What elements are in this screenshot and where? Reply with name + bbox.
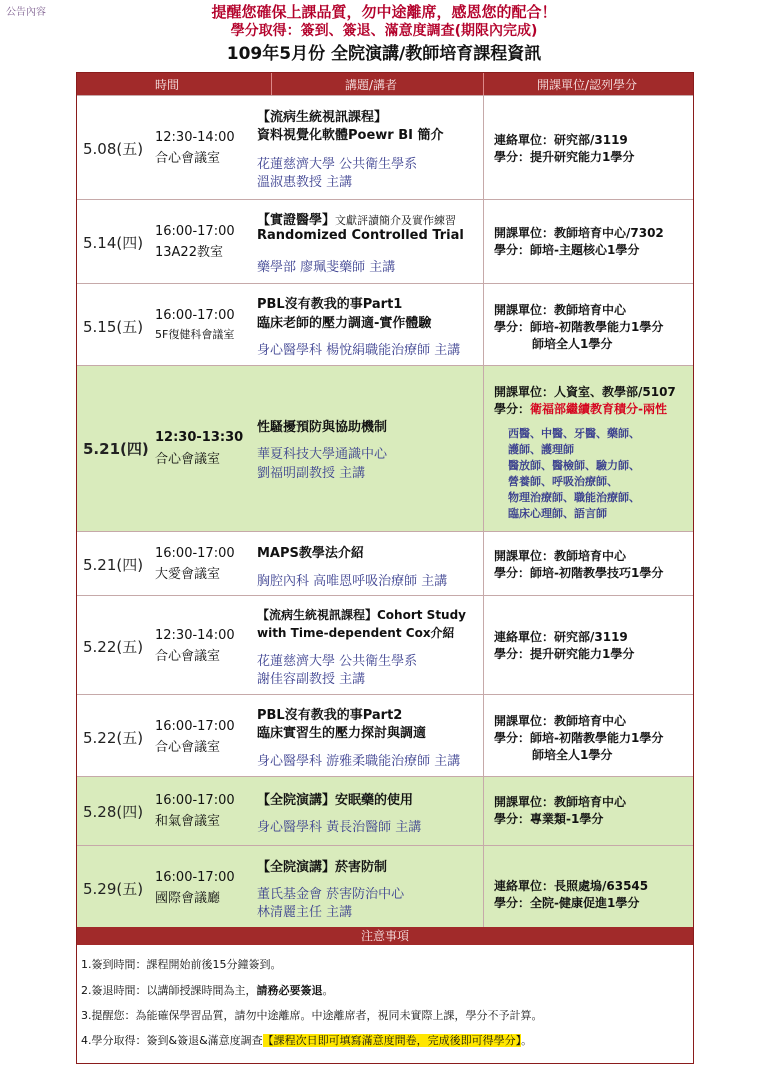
row-topic: 資料視覺化軟體Poewr BI 簡介 bbox=[257, 128, 444, 143]
note-signout bbox=[81, 982, 334, 998]
row-speaker: 花蓮慈濟大學 公共衛生學系 bbox=[257, 157, 418, 172]
table-row bbox=[77, 694, 693, 776]
row-speaker: 胸腔內科 高唯恩呼吸治療師 主講 bbox=[257, 574, 448, 589]
row-speaker: 花蓮慈濟大學 公共衛生學系 bbox=[257, 654, 418, 669]
topic-sub: 文獻評讀簡介及實作練習 bbox=[335, 214, 457, 227]
table-row bbox=[77, 95, 693, 199]
row-speaker: 劉福明副教授 主講 bbox=[257, 466, 366, 481]
reminder-line: 提醒您確保上課品質，勿中途離席，感恩您的配合！ bbox=[211, 3, 557, 21]
row-topic: 性騷擾預防與協助機制 bbox=[257, 420, 388, 435]
row-date: 5.29(五) bbox=[83, 880, 144, 898]
header-unit: 開課單位/認列學分 bbox=[537, 78, 638, 92]
row-speaker: 謝佳容副教授 主講 bbox=[257, 672, 366, 687]
row-room: 合心會議室 bbox=[155, 649, 221, 664]
note-credit-text: 4.學分取得：簽到&簽退&滿意度調查 bbox=[81, 1034, 263, 1047]
row-credit: 學分：師培-初階教學能力1學分 bbox=[494, 731, 664, 745]
note-signin: 1.簽到時間：課程開始前後15分鐘簽到。 bbox=[81, 958, 282, 971]
credit-highlight: 衛福部繼續教育積分-兩性 bbox=[530, 402, 667, 416]
header-time: 時間 bbox=[155, 78, 180, 92]
credit-requirement-line: 學分取得：簽到、簽退、滿意度調查(期限內完成) bbox=[230, 23, 538, 39]
note-signout-text: 2.簽退時間：以講師授課時間為主， bbox=[81, 984, 257, 997]
profession-list-item: 臨床心理師、語言師 bbox=[508, 507, 607, 520]
row-unit: 開課單位：教師培育中心 bbox=[494, 795, 627, 809]
row-speaker: 身心醫學科 楊悅絹職能治療師 主講 bbox=[257, 343, 461, 358]
row-topic: PBL沒有教我的事Part2 bbox=[257, 708, 403, 723]
row-room: 和氣會議室 bbox=[155, 814, 221, 829]
row-credit bbox=[494, 400, 667, 417]
note-signout-emphasis: 請務必要簽退 bbox=[256, 984, 323, 997]
row-room: 國際會議廳 bbox=[155, 891, 221, 906]
credit-label: 學分： bbox=[494, 402, 531, 416]
note-credit-end: 。 bbox=[521, 1034, 533, 1047]
row-room: 合心會議室 bbox=[155, 151, 221, 166]
row-credit: 學分：師培-初階教學能力1學分 bbox=[494, 320, 664, 334]
row-room: 大愛會議室 bbox=[155, 567, 221, 582]
table-row bbox=[77, 365, 693, 531]
row-topic: 臨床實習生的壓力探討與調適 bbox=[257, 726, 427, 741]
row-time: 16:00-17:00 bbox=[155, 224, 235, 239]
course-schedule-table bbox=[76, 72, 694, 1064]
table-row bbox=[77, 595, 693, 694]
row-speaker: 華夏科技大學通識中心 bbox=[257, 447, 388, 462]
table-row bbox=[77, 531, 693, 595]
notes-header: 注意事項 bbox=[77, 927, 693, 945]
row-credit: 學分：專業類-1學分 bbox=[494, 812, 604, 826]
row-topic: 【流病生統視訊課程】 bbox=[257, 110, 388, 125]
row-unit: 連絡單位：研究部/3119 bbox=[494, 630, 628, 644]
table-row bbox=[77, 199, 693, 283]
row-time: 12:30-13:30 bbox=[155, 430, 244, 445]
row-room: 合心會議室 bbox=[155, 740, 221, 755]
row-topic: with Time-dependent Cox介紹 bbox=[257, 626, 455, 640]
row-credit: 學分：全院-健康促進1學分 bbox=[494, 896, 640, 910]
row-time: 16:00-17:00 bbox=[155, 793, 235, 808]
row-credit: 學分：提升研究能力1學分 bbox=[494, 150, 635, 164]
row-time: 16:00-17:00 bbox=[155, 546, 235, 561]
page-title: 109年5月份 全院演講/教師培育課程資訊 bbox=[226, 44, 542, 64]
table-header bbox=[77, 73, 693, 95]
row-topic: 【流病生統視訊課程】Cohort Study bbox=[257, 608, 467, 622]
row-speaker: 藥學部 廖珮斐藥師 主講 bbox=[257, 260, 396, 275]
note-reminder: 3.提醒您：為能確保學習品質，請勿中途離席。中途離席者，視同未實際上課，學分不予計算。 bbox=[81, 1009, 543, 1022]
row-speaker: 溫淑惠教授 主講 bbox=[257, 175, 353, 190]
table-row bbox=[77, 845, 693, 927]
row-topic: PBL沒有教我的事Part1 bbox=[257, 297, 403, 312]
row-time: 12:30-14:00 bbox=[155, 628, 235, 643]
table-row bbox=[77, 776, 693, 845]
note-signout-end: 。 bbox=[322, 984, 334, 997]
row-date: 5.22(五) bbox=[83, 729, 144, 747]
row-date: 5.15(五) bbox=[83, 318, 144, 336]
notes-section bbox=[77, 945, 693, 1063]
row-unit: 開課單位：教師培育中心 bbox=[494, 549, 627, 563]
table-row bbox=[77, 283, 693, 365]
profession-list-item: 西醫、中醫、牙醫、藥師、 bbox=[508, 427, 640, 440]
row-time: 12:30-14:00 bbox=[155, 130, 235, 145]
row-unit: 開課單位：教師培育中心 bbox=[494, 303, 627, 317]
note-credit-highlight: 【課程次日即可填寫滿意度問卷，完成後即可得學分】 bbox=[262, 1034, 522, 1047]
row-credit: 學分：師培-主題核心1學分 bbox=[494, 243, 640, 257]
note-credit bbox=[81, 1032, 532, 1048]
row-unit: 連絡單位：研究部/3119 bbox=[494, 133, 628, 147]
row-credit: 學分：提升研究能力1學分 bbox=[494, 647, 635, 661]
corner-label: 公告內容 bbox=[6, 7, 46, 18]
header-topic: 講題/講者 bbox=[345, 78, 398, 92]
row-time: 16:00-17:00 bbox=[155, 308, 235, 323]
row-date: 5.08(五) bbox=[83, 140, 144, 158]
row-topic: MAPS教學法介紹 bbox=[257, 546, 364, 561]
row-topic: 【全院演講】菸害防制 bbox=[257, 860, 388, 875]
row-topic bbox=[257, 209, 456, 228]
row-unit: 開課單位：人資室、教學部/5107 bbox=[494, 385, 676, 399]
row-speaker: 林清麗主任 主講 bbox=[257, 905, 353, 920]
row-speaker: 董氏基金會 菸害防治中心 bbox=[257, 887, 405, 902]
profession-list-item: 護師、護理師 bbox=[508, 443, 574, 456]
row-time: 16:00-17:00 bbox=[155, 870, 235, 885]
row-unit: 開課單位：教師培育中心/7302 bbox=[494, 226, 664, 240]
row-unit: 開課單位：教師培育中心 bbox=[494, 714, 627, 728]
row-date: 5.14(四) bbox=[83, 234, 144, 252]
row-date: 5.28(四) bbox=[83, 803, 144, 821]
row-room: 5F復健科會議室 bbox=[155, 328, 235, 341]
topic-main: 【實證醫學】 bbox=[257, 213, 336, 228]
row-room: 13A22教室 bbox=[155, 245, 223, 260]
row-date: 5.22(五) bbox=[83, 638, 144, 656]
row-speaker: 身心醫學科 游雅柔職能治療師 主講 bbox=[257, 754, 461, 769]
row-room: 合心會議室 bbox=[155, 452, 221, 467]
row-date: 5.21(四) bbox=[83, 440, 149, 458]
row-credit: 學分：師培-初階教學技巧1學分 bbox=[494, 566, 664, 580]
row-unit: 連絡單位：長照處塢/63545 bbox=[494, 879, 649, 893]
row-date: 5.21(四) bbox=[83, 556, 144, 574]
row-time: 16:00-17:00 bbox=[155, 719, 235, 734]
row-credit: 師培全人1學分 bbox=[532, 748, 613, 762]
row-topic: 【全院演講】安眠藥的使用 bbox=[257, 793, 414, 808]
profession-list-item: 物理治療師、職能治療師、 bbox=[508, 491, 640, 504]
row-topic: 臨床老師的壓力調適-實作體驗 bbox=[257, 316, 432, 331]
row-speaker: 身心醫學科 黃長治醫師 主講 bbox=[257, 820, 422, 835]
row-credit: 師培全人1學分 bbox=[532, 337, 613, 351]
row-topic: Randomized Controlled Trial bbox=[257, 228, 464, 243]
profession-list-item: 營養師、呼吸治療師、 bbox=[508, 475, 618, 488]
profession-list-item: 醫放師、醫檢師、驗力師、 bbox=[508, 459, 640, 472]
